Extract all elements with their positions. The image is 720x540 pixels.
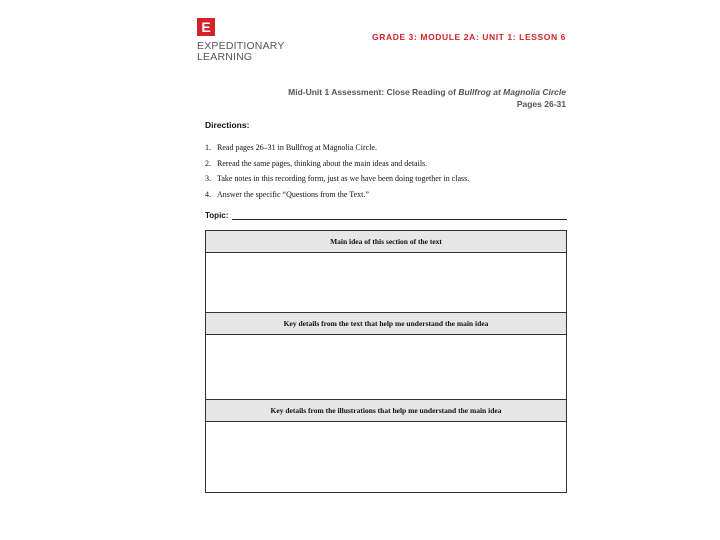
step-number: 1. xyxy=(205,143,211,152)
logo-line-2: LEARNING xyxy=(197,51,253,63)
directions-list xyxy=(205,140,469,202)
logo-mark-icon: E xyxy=(197,18,215,36)
step-text: Take notes in this recording form, just as we have been doing together in class. xyxy=(217,174,470,183)
main-idea-answer-box[interactable] xyxy=(206,253,567,313)
grade-module-header: GRADE 3: MODULE 2A: UNIT 1: LESSON 6 xyxy=(372,32,566,42)
assessment-book-title: Bullfrog at Magnolia Circle xyxy=(458,87,566,97)
logo-text xyxy=(197,41,285,63)
section-header-illustration-details: Key details from the illustrations that help me understand the main idea xyxy=(206,400,567,422)
step-text: Answer the specific “Questions from the Text.” xyxy=(217,189,369,199)
assessment-pages: Pages 26-31 xyxy=(516,99,566,109)
step-number: 4. xyxy=(205,189,211,199)
direction-step xyxy=(205,171,469,187)
step-text: Read pages 26–31 in Bullfrog at Magnolia Circle. xyxy=(217,143,377,152)
step-number: 2. xyxy=(205,158,211,168)
assessment-title-prefix: Mid-Unit 1 Assessment: Close Reading of xyxy=(288,87,459,97)
text-details-answer-box[interactable] xyxy=(206,335,567,400)
direction-step xyxy=(205,156,469,172)
section-header-main-idea: Main idea of this section of the text xyxy=(206,231,567,253)
direction-step xyxy=(205,140,469,156)
topic-field[interactable] xyxy=(205,211,567,220)
topic-answer-line[interactable] xyxy=(232,219,567,220)
step-text: Reread the same pages, thinking about the main ideas and details. xyxy=(217,158,428,168)
direction-step xyxy=(205,187,469,203)
logo-line-1: EXPEDITIONARY xyxy=(197,40,285,52)
assessment-title xyxy=(288,86,566,98)
directions-label: Directions: xyxy=(205,120,250,130)
assessment-title-block xyxy=(288,86,566,110)
section-header-text-details: Key details from the text that help me understand the main idea xyxy=(206,313,567,335)
illustration-details-answer-box[interactable] xyxy=(206,422,567,493)
topic-label: Topic: xyxy=(205,211,229,220)
step-number: 3. xyxy=(205,174,211,183)
recording-form-table xyxy=(205,230,567,493)
expeditionary-learning-logo xyxy=(197,18,285,63)
